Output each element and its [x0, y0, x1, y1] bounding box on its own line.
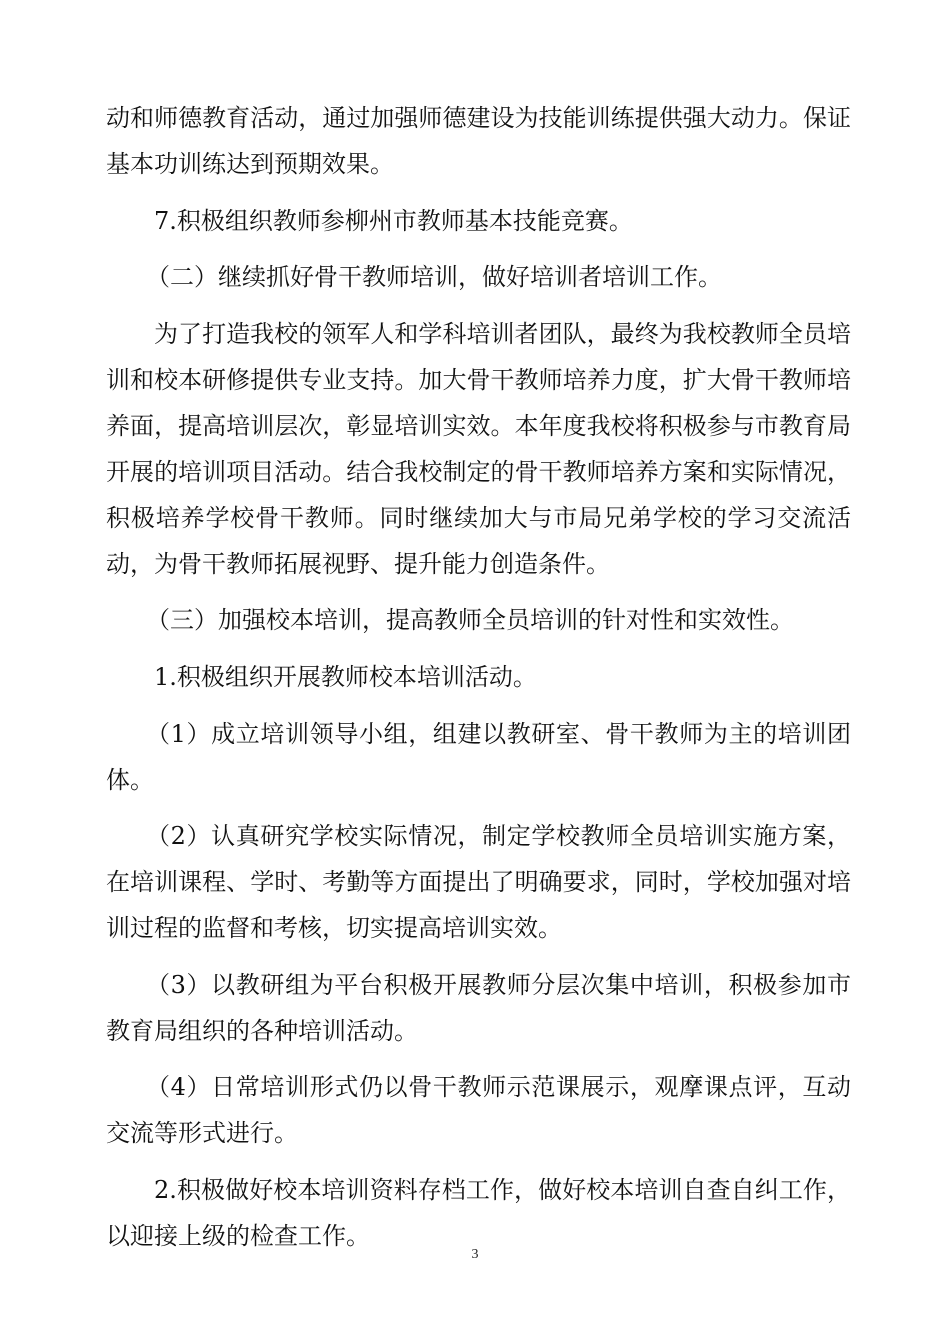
paragraph-item-1: 1.积极组织开展教师校本培训活动。 — [154, 662, 537, 691]
paragraph-subitem-1: （1）成立培训领导小组，组建以教研室、骨干教师为主的培训团体。 — [106, 719, 851, 794]
paragraph-item-2: 2.积极做好校本培训资料存档工作，做好校本培训自查自纠工作，以迎接上级的检查工作。 — [106, 1175, 851, 1250]
section-heading-3: （三）加强校本培训，提高教师全员培训的针对性和实效性。 — [146, 606, 794, 635]
paragraph-backbone-training: 为了打造我校的领军人和学科培训者团队，最终为我校教师全员培训和校本研修提供专业支持。加大骨干教师培养力度，扩大骨干教师培养面，提高培训层次，彰显培训实效。本年度我校将积极参与市教育局开展的培训项目活动。结合我校制定的骨干教师培养方案和实际情况，积极培养学校骨干教师。同时继续加大与市局兄弟学校的学习交流活动，为骨干教师拓展视野、提升能力创造条件。 — [106, 319, 851, 578]
paragraph-continuation: 动和师德教育活动，通过加强师德建设为技能训练提供强大动力。保证基本功训练达到预期效果。 — [106, 104, 851, 178]
document-body — [106, 95, 851, 1270]
paragraph-subitem-4: （4）日常培训形式仍以骨干教师示范课展示，观摩课点评，互动交流等形式进行。 — [106, 1073, 851, 1148]
paragraph-subitem-2: （2）认真研究学校实际情况，制定学校教师全员培训实施方案，在培训课程、学时、考勤等方面提出了明确要求，同时，学校加强对培训过程的监督和考核，切实提高培训实效。 — [106, 822, 851, 943]
paragraph-subitem-3: （3）以教研组为平台积极开展教师分层次集中培训，积极参加市教育局组织的各种培训活动。 — [106, 970, 851, 1045]
paragraph-item-7: 7.积极组织教师参柳州市教师基本技能竞赛。 — [154, 206, 633, 235]
page-number: 3 — [471, 1247, 479, 1262]
section-heading-2: （二）继续抓好骨干教师培训，做好培训者培训工作。 — [146, 263, 722, 292]
